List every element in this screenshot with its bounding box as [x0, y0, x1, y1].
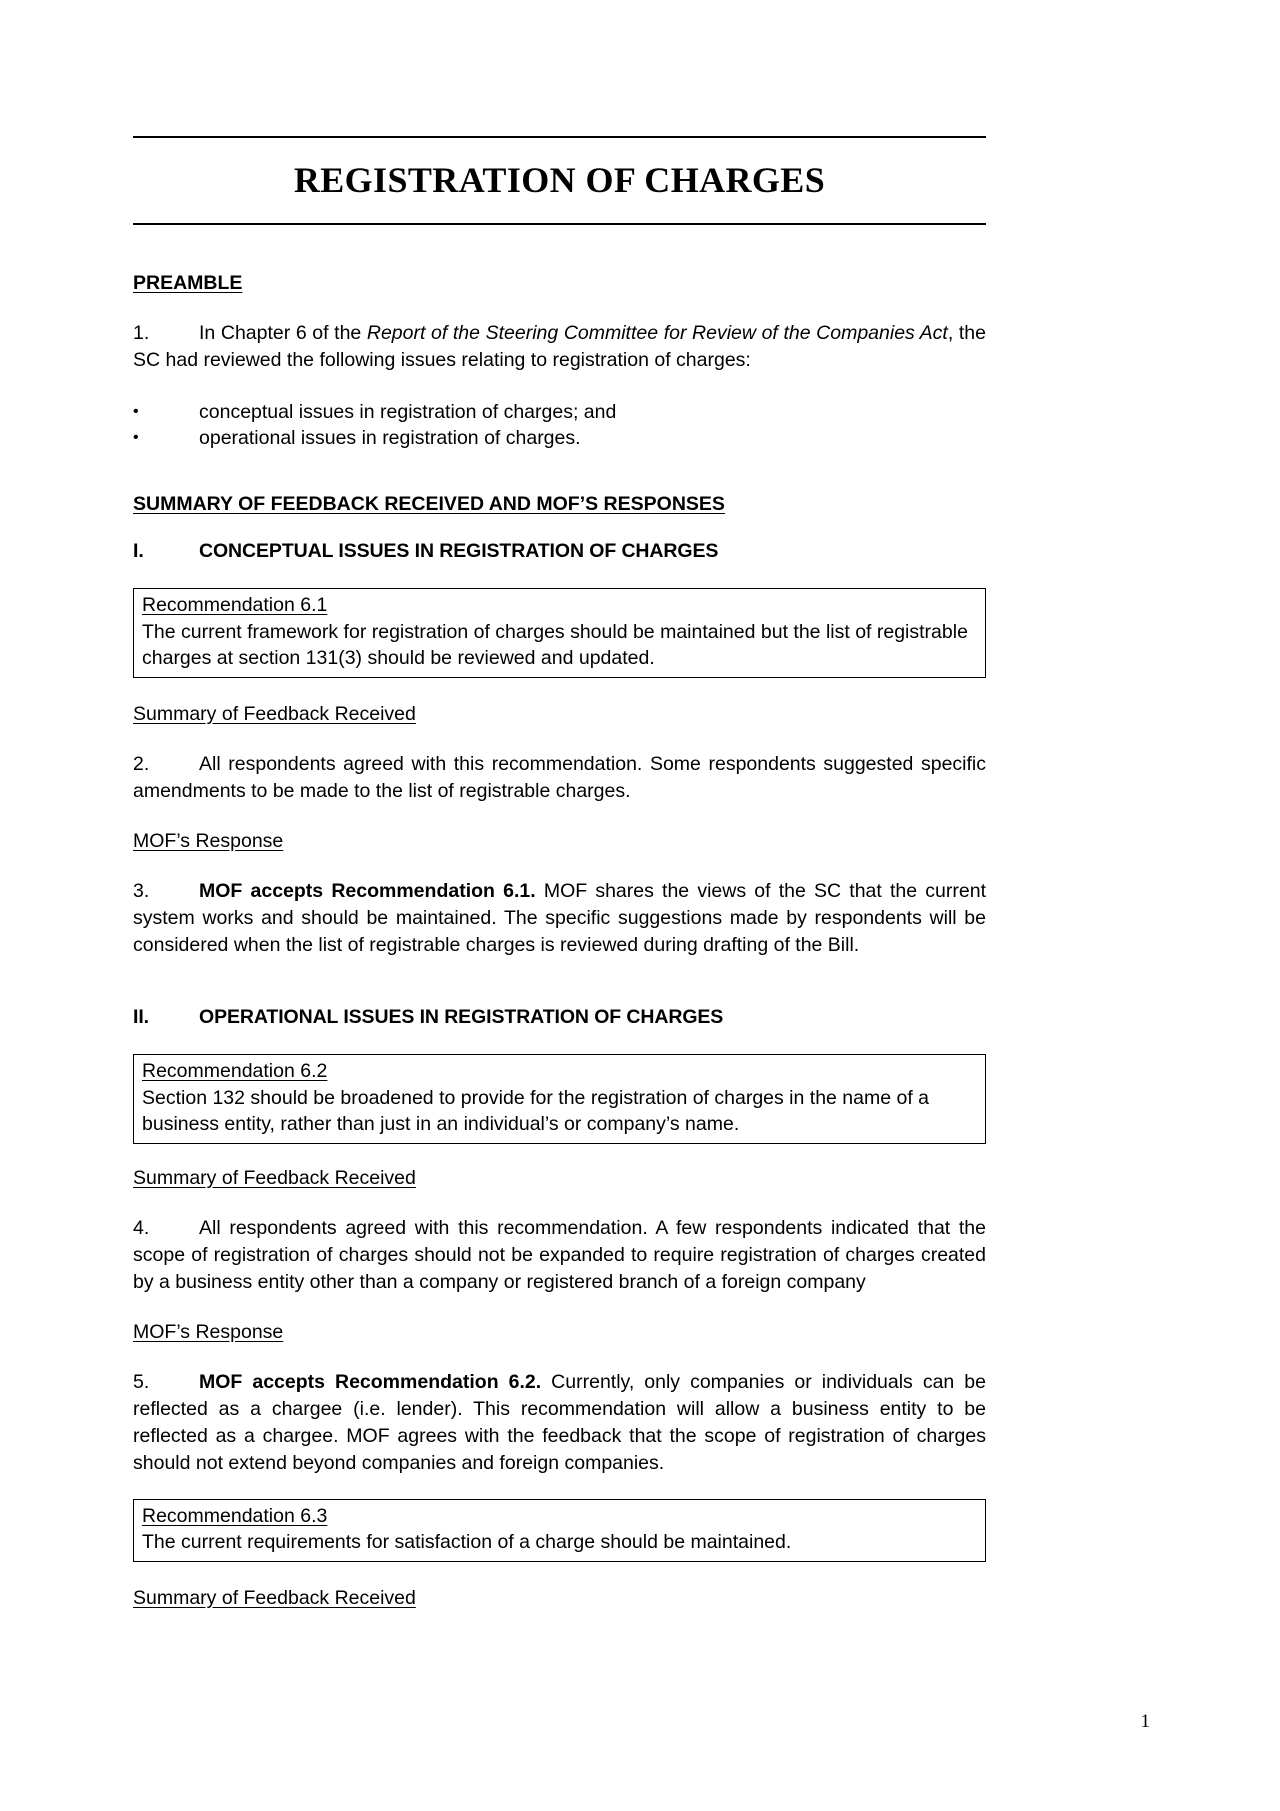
title-rule-top — [133, 136, 986, 138]
recommendation-text: The current framework for registration of charges should be maintained but the list of registrable charges at section 131(3) should be reviewed and updated. — [142, 621, 968, 670]
feedback-heading-row-3 — [133, 1586, 986, 1611]
feedback-heading: Summary of Feedback Received — [133, 702, 416, 725]
feedback-heading-row-2 — [133, 1166, 986, 1191]
response-heading: MOF’s Response — [133, 1320, 284, 1343]
recommendation-text: The current requirements for satisfaction of a charge should be maintained. — [142, 1531, 792, 1554]
paragraph-number: 4. — [133, 1216, 150, 1239]
title-block — [133, 136, 986, 225]
page-number: 1 — [1140, 1711, 1150, 1732]
paragraph-number: 3. — [133, 880, 150, 903]
preamble-bullet-list — [133, 400, 986, 452]
preamble-heading-row — [133, 271, 986, 296]
response-paragraph-3 — [133, 878, 986, 959]
paragraph-number: 5. — [133, 1370, 150, 1393]
response-heading-row-1 — [133, 829, 986, 854]
recommendation-box-6-2 — [133, 1054, 986, 1143]
feedback-paragraph-4 — [133, 1215, 986, 1296]
response-lead-bold: MOF accepts Recommendation 6.2. — [199, 1370, 542, 1393]
recommendation-label: Recommendation 6.3 — [142, 1504, 328, 1527]
list-item — [133, 400, 986, 426]
section-heading-i — [133, 539, 986, 564]
report-title-italic: Report of the Steering Committee for Review of the Companies Act — [366, 321, 948, 344]
paragraph-text: MOF shares the views of the SC that the current system works and should be maintained. The specific suggestions made by respondents will be considered when the list of registrable charges is reviewed during drafting of the Bill. — [133, 880, 986, 956]
feedback-heading-row-1 — [133, 702, 986, 727]
preamble-paragraph-1 — [133, 320, 986, 374]
page-title: REGISTRATION OF CHARGES — [293, 160, 826, 200]
section-title: OPERATIONAL ISSUES IN REGISTRATION OF CHARGES — [199, 1005, 724, 1028]
paragraph-text-part1: In Chapter 6 of the — [199, 321, 367, 344]
recommendation-text: Section 132 should be broadened to provide for the registration of charges in the name of a business entity, rather than just in an individual’s or company’s name. — [142, 1086, 930, 1136]
page-content — [133, 0, 986, 1611]
paragraph-text-part2: , the SC had reviewed the following issues relating to registration of charges: — [133, 321, 986, 371]
response-heading-row-2 — [133, 1320, 986, 1345]
list-item-label: operational issues in registration of charges. — [199, 426, 581, 449]
recommendation-box-6-3 — [133, 1499, 986, 1562]
paragraph-text: Currently, only companies or individuals can be reflected as a chargee (i.e. lender). This recommendation will allow a business entity to be reflected as a chargee. MOF agrees with the feedback that the scope of registration of charges should not extend beyond companies and foreign companies. — [133, 1370, 986, 1474]
bullet-icon: • — [133, 402, 139, 420]
preamble-heading: PREAMBLE — [133, 271, 243, 294]
section-heading-ii — [133, 1005, 986, 1030]
feedback-paragraph-2 — [133, 751, 986, 805]
feedback-heading: Summary of Feedback Received — [133, 1166, 416, 1189]
paragraph-number: 2. — [133, 752, 150, 775]
section-numeral: I. — [133, 539, 144, 562]
recommendation-label: Recommendation 6.2 — [142, 1060, 328, 1083]
list-item-label: conceptual issues in registration of charges; and — [199, 400, 617, 423]
summary-heading-row — [133, 492, 986, 517]
feedback-heading: Summary of Feedback Received — [133, 1586, 416, 1609]
recommendation-label: Recommendation 6.1 — [142, 594, 328, 617]
paragraph-text: All respondents agreed with this recommendation. A few respondents indicated that the scope of registration of charges should not be expanded to require registration of charges created by a business entity other than a company or registered branch of a foreign company — [133, 1216, 986, 1293]
paragraph-number: 1. — [133, 321, 150, 344]
summary-heading: SUMMARY OF FEEDBACK RECEIVED AND MOF’S RESPONSES — [133, 492, 725, 515]
recommendation-box-6-1 — [133, 588, 986, 677]
response-paragraph-5 — [133, 1369, 986, 1477]
response-lead-bold: MOF accepts Recommendation 6.1. — [199, 880, 536, 903]
section-numeral: II. — [133, 1005, 149, 1028]
list-item — [133, 426, 986, 452]
bullet-icon: • — [133, 428, 139, 446]
response-heading: MOF’s Response — [133, 829, 284, 852]
section-title: CONCEPTUAL ISSUES IN REGISTRATION OF CHARGES — [199, 539, 719, 562]
paragraph-text: All respondents agreed with this recommendation. Some respondents suggested specific amendments to be made to the list of registrable charges. — [133, 752, 986, 802]
